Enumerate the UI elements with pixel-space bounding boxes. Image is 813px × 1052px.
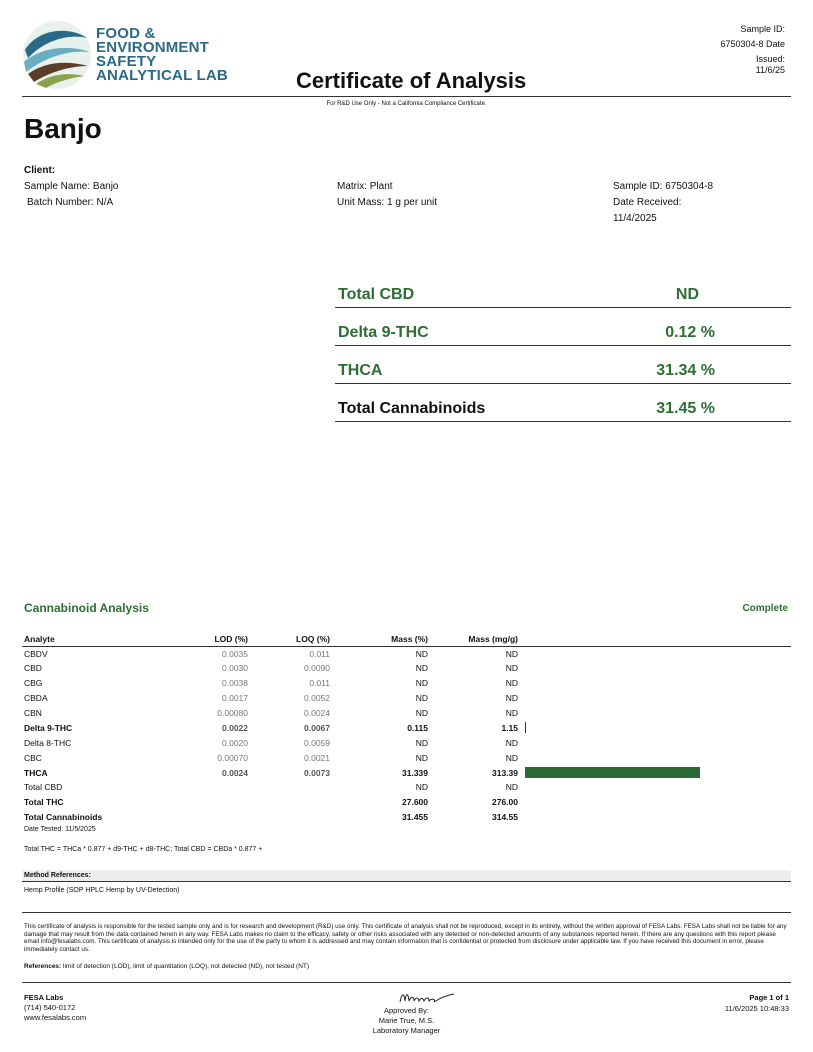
cell-loq <box>250 795 332 810</box>
rd-use-note: For R&D Use Only - Not a California Compliance Certificate. <box>326 101 487 107</box>
cell-loq: 0.0073 <box>304 767 330 778</box>
table-row <box>22 765 791 780</box>
date-received-label: Date Received: <box>613 197 682 208</box>
cell-analyte: THCA <box>24 767 48 778</box>
client-info-middle <box>337 179 437 211</box>
cell-loq: 0.0021 <box>304 752 330 763</box>
cell-bar <box>520 691 791 706</box>
cell-bar <box>520 765 791 780</box>
cell-analyte: Total CBD <box>24 782 63 793</box>
table-row <box>22 720 791 735</box>
unit-mass: Unit Mass: 1 g per unit <box>337 197 438 208</box>
cell-analyte: CBC <box>24 752 42 763</box>
cell-mass-mg: ND <box>505 782 518 793</box>
cell-analyte: Delta 9-THC <box>24 722 73 733</box>
mass-bar <box>525 722 526 733</box>
cell-lod: 0.00080 <box>217 708 248 718</box>
fesa-logo <box>22 20 92 90</box>
sample-id: Sample ID: 6750304-8 <box>613 181 714 192</box>
table-row <box>22 661 791 676</box>
signature <box>396 989 458 1005</box>
cell-mass-pct: ND <box>415 678 428 689</box>
col-analyte: Analyte <box>22 632 192 646</box>
cell-mass-pct: ND <box>415 693 428 704</box>
footer-company: FESA Labs (714) 540-0172 www.fesalabs.com <box>24 993 87 1022</box>
cell-mass-pct: 0.115 <box>407 722 428 733</box>
col-bar <box>520 632 791 646</box>
cell-mass-pct: 27.600 <box>402 797 428 808</box>
cell-lod: 0.0038 <box>222 678 248 689</box>
cell-mass-pct: ND <box>415 663 428 674</box>
table-row <box>22 795 791 810</box>
batch-number: Batch Number: N/A <box>27 197 114 208</box>
table-row <box>22 646 791 661</box>
cell-lod: 0.00070 <box>217 752 248 763</box>
analysis-status: Complete <box>742 603 788 614</box>
cell-bar <box>520 780 791 795</box>
col-loq: LOQ (%) <box>250 632 332 646</box>
table-row <box>22 691 791 706</box>
cell-mass-pct: ND <box>415 648 428 659</box>
cell-bar <box>520 706 791 721</box>
cell-mass-pct: ND <box>415 708 428 718</box>
cell-analyte: Total Cannabinoids <box>24 812 103 823</box>
table-row <box>22 780 791 795</box>
cell-loq: 0.0090 <box>304 663 330 674</box>
table-row <box>22 735 791 750</box>
product-name: Banjo <box>24 113 102 144</box>
cell-mass-pct: ND <box>415 782 428 793</box>
col-mass-mg: Mass (mg/g) <box>430 632 520 646</box>
cell-loq <box>250 810 332 825</box>
method-references-text: Hemp Profile (SOP HPLC Hemp by UV-Detection) <box>24 887 180 894</box>
cell-mass-mg: ND <box>505 678 518 689</box>
cell-analyte: CBDV <box>24 648 48 659</box>
client-label: Client: <box>24 165 56 176</box>
summary-total-cbd: Total CBD ND <box>335 270 791 308</box>
cell-mass-pct: 31.339 <box>402 767 428 778</box>
cell-analyte: CBDA <box>24 693 48 704</box>
cell-lod <box>192 780 250 795</box>
cell-lod: 0.0030 <box>222 663 248 674</box>
cell-lod: 0.0022 <box>222 722 248 733</box>
cell-lod <box>192 795 250 810</box>
cell-lod: 0.0017 <box>222 693 248 704</box>
mass-bar <box>525 767 700 778</box>
logo-wordmark: FOOD & ENVIRONMENT SAFETY ANALYTICAL LAB <box>96 25 228 84</box>
cell-analyte: CBG <box>24 678 43 689</box>
svg-text:Maries: Maries <box>396 989 400 990</box>
footer-page-info <box>725 993 789 1014</box>
cell-bar <box>520 646 791 661</box>
divider <box>22 912 791 913</box>
footer-approval: Approved By: Marie True, M.S. Laboratory Manager <box>372 1006 441 1035</box>
cell-mass-pct: ND <box>415 737 428 748</box>
cell-mass-mg: ND <box>505 752 518 763</box>
col-mass-pct: Mass (%) <box>332 632 430 646</box>
cell-loq: 0.011 <box>309 678 330 689</box>
cell-analyte: Delta 8-THC <box>24 737 72 748</box>
cell-bar <box>520 735 791 750</box>
date-received: 11/4/2025 <box>613 213 657 224</box>
cell-bar <box>520 720 791 735</box>
date-tested: Date Tested: 11/5/2025 <box>24 826 96 833</box>
analysis-title: Cannabinoid Analysis <box>24 601 149 615</box>
table-row <box>22 810 791 825</box>
table-row <box>22 750 791 765</box>
cell-mass-mg: 276.00 <box>492 797 518 808</box>
summary-total-cannabinoids: Total Cannabinoids 31.45 % <box>335 384 791 422</box>
table-row <box>22 676 791 691</box>
cell-bar <box>520 795 791 810</box>
cell-analyte: Total THC <box>24 797 64 808</box>
cell-loq: 0.0024 <box>304 708 330 718</box>
header-divider <box>22 96 791 97</box>
cell-lod: 0.0024 <box>222 767 248 778</box>
cell-lod <box>192 810 250 825</box>
cell-lod: 0.0020 <box>222 737 248 748</box>
sample-header-info: Sample ID: 6750304-8 Date Issued: 11/6/25 <box>720 24 785 75</box>
cannabinoid-table <box>22 632 791 825</box>
cell-mass-mg: ND <box>505 737 518 748</box>
client-info-left <box>24 163 119 211</box>
cell-mass-mg: ND <box>505 708 518 718</box>
total-formula: Total THC = THCa * 0.877 + d9-THC + d8-THC; Total CBD = CBDa * 0.877 + <box>24 846 263 853</box>
cell-bar <box>520 750 791 765</box>
col-lod: LOD (%) <box>192 632 250 646</box>
cell-analyte: CBD <box>24 663 42 674</box>
cell-mass-pct: ND <box>415 752 428 763</box>
cell-lod: 0.0035 <box>222 648 248 659</box>
cell-loq <box>250 780 332 795</box>
cell-bar <box>520 810 791 825</box>
cell-analyte: CBN <box>24 708 42 718</box>
cell-mass-mg: ND <box>505 693 518 704</box>
page-title: Certificate of Analysis <box>296 68 527 93</box>
sample-name: Sample Name: Banjo <box>24 181 119 192</box>
cell-mass-mg: 1.15 <box>501 722 518 733</box>
footer-divider <box>22 982 791 983</box>
disclaimer: This certificate of analysis is responsible for the tested sample only and is for research and development (R&D) use only. This certificate of analysis shall not be reproduced, except in its entirety, without the written approval of FESA Labs. FESA Labs shall not be liable for any damage that may result from the data contained herein in any way. FESA Labs makes no claim to the efficacy, safety or other risks associated with any detected or non-detected amounts of any substances reported herein. If there are any questions with this report please email info@fesalabs.com. This certificate of analysis is intended only for the use of the party to whom it is addressed and may contain information that is confidential or protected from disclosure under applicable law. If you have received this document in error, please immediately contact us. <box>24 923 787 953</box>
references: References: limit of detection (LOD), limit of quantitation (LOQ), not detected (ND), not tested (NT) <box>24 963 310 970</box>
cell-mass-pct: 31.455 <box>402 812 428 823</box>
cell-mass-mg: 314.55 <box>492 812 518 823</box>
cell-mass-mg: ND <box>505 648 518 659</box>
summary-delta9-thc: Delta 9-THC 0.12 % <box>335 308 791 346</box>
cell-bar <box>520 661 791 676</box>
summary-thca: THCA 31.34 % <box>335 346 791 384</box>
method-references-label: Method References: <box>22 870 791 882</box>
cell-mass-mg: 313.39 <box>492 767 518 778</box>
client-info-right <box>613 179 713 227</box>
cell-loq: 0.0059 <box>304 737 330 748</box>
cell-loq: 0.011 <box>309 648 330 659</box>
matrix: Matrix: Plant <box>337 181 393 192</box>
cell-bar <box>520 676 791 691</box>
table-header-row <box>22 632 791 646</box>
table-row <box>22 706 791 721</box>
page-number: Page 1 of 1 <box>749 993 789 1002</box>
report-timestamp: 11/6/2025 10:48:33 <box>724 1004 789 1013</box>
cell-loq: 0.0052 <box>304 693 330 704</box>
cell-mass-mg: ND <box>505 663 518 674</box>
cell-loq: 0.0067 <box>304 722 330 733</box>
